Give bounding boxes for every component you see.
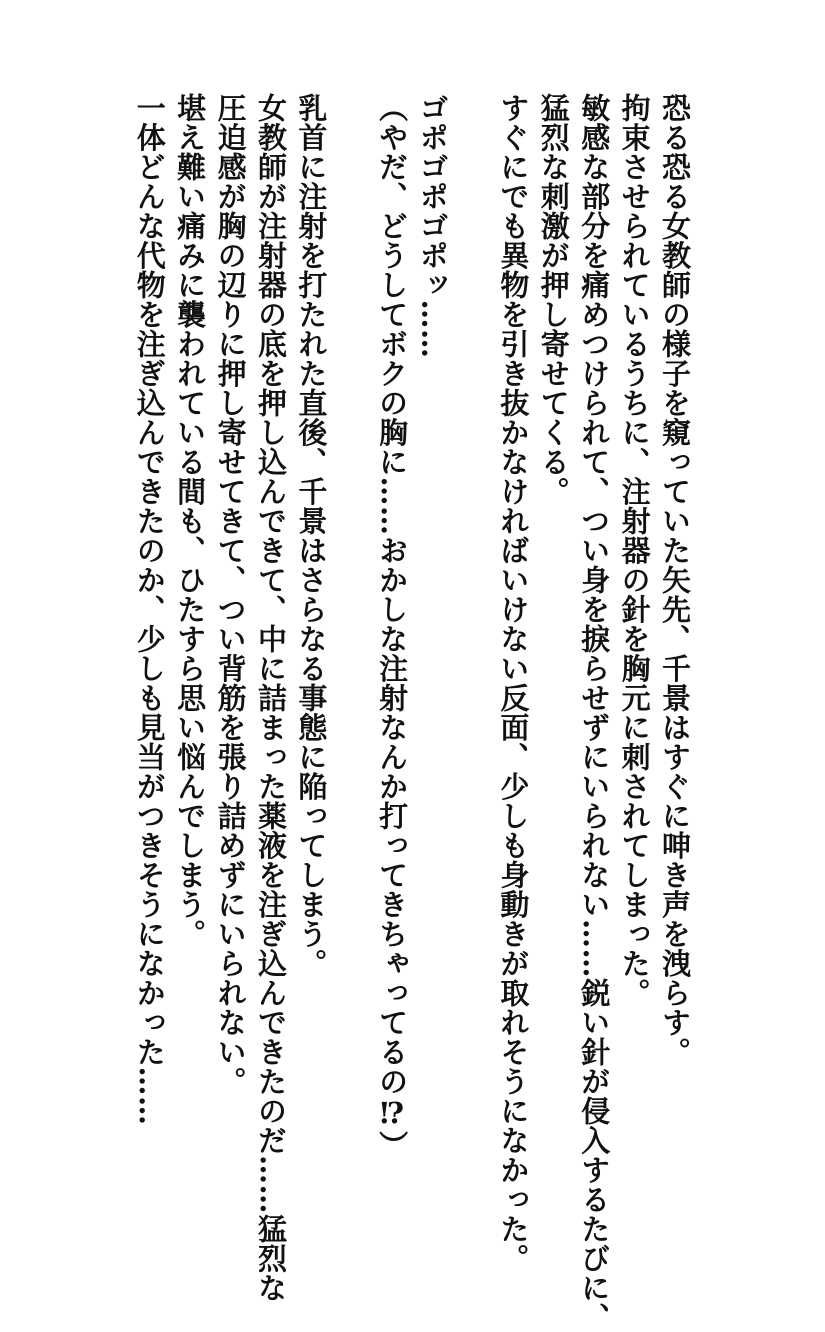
text-line: 一体どんな代物を注ぎ込んできたのか、少しも見当がつきそうになかった……: [132, 93, 167, 1126]
text-line: 敏感な部分を痛めつけられて、つい身を捩らせずにいられない……鋭い針が侵入するたびに、: [577, 93, 612, 1332]
text-line: 女教師が注射器の底を押し込んできて、中に詰まった薬液を注ぎ込んできたのだ……猛烈な: [253, 93, 288, 1303]
vertical-text-block: [129, 93, 695, 1332]
text-line: 猛烈な刺激が押し寄せてくる。: [536, 93, 571, 506]
text-line: 恐る恐る女教師の様子を窺っていた矢先、千景はすぐに呻き声を洩らす。: [658, 93, 692, 1067]
paragraph-1: [493, 93, 695, 1332]
paragraph-3: [129, 93, 331, 1303]
text-line: 堪え難い痛みに襲われている間も、ひたすら思い悩んでしまう。: [173, 93, 208, 949]
text-line: 乳首に注射を打たれた直後、千景はさらなる事態に陥ってしまう。: [294, 93, 329, 978]
paragraph-gap: [331, 93, 371, 1083]
paragraph-2: [372, 93, 453, 1160]
paragraph-gap: [453, 93, 493, 1083]
text-line: 拘束させられているうちに、注射器の針を胸元に刺されてしまった。: [617, 93, 652, 1008]
text-line: ゴポゴポゴポッ……: [415, 93, 450, 359]
text-line: 圧迫感が胸の辺りに押し寄せてきて、つい背筋を張り詰めずにいられない。: [213, 93, 248, 1096]
text-line: すぐにでも異物を引き抜かなければいけない反面、少しも身動きが取れそうになかった。: [496, 93, 531, 1273]
text-line: （やだ、どうしてボクの胸に……おかしな注射なんか打ってきちゃってるの⁉）: [375, 93, 410, 1160]
